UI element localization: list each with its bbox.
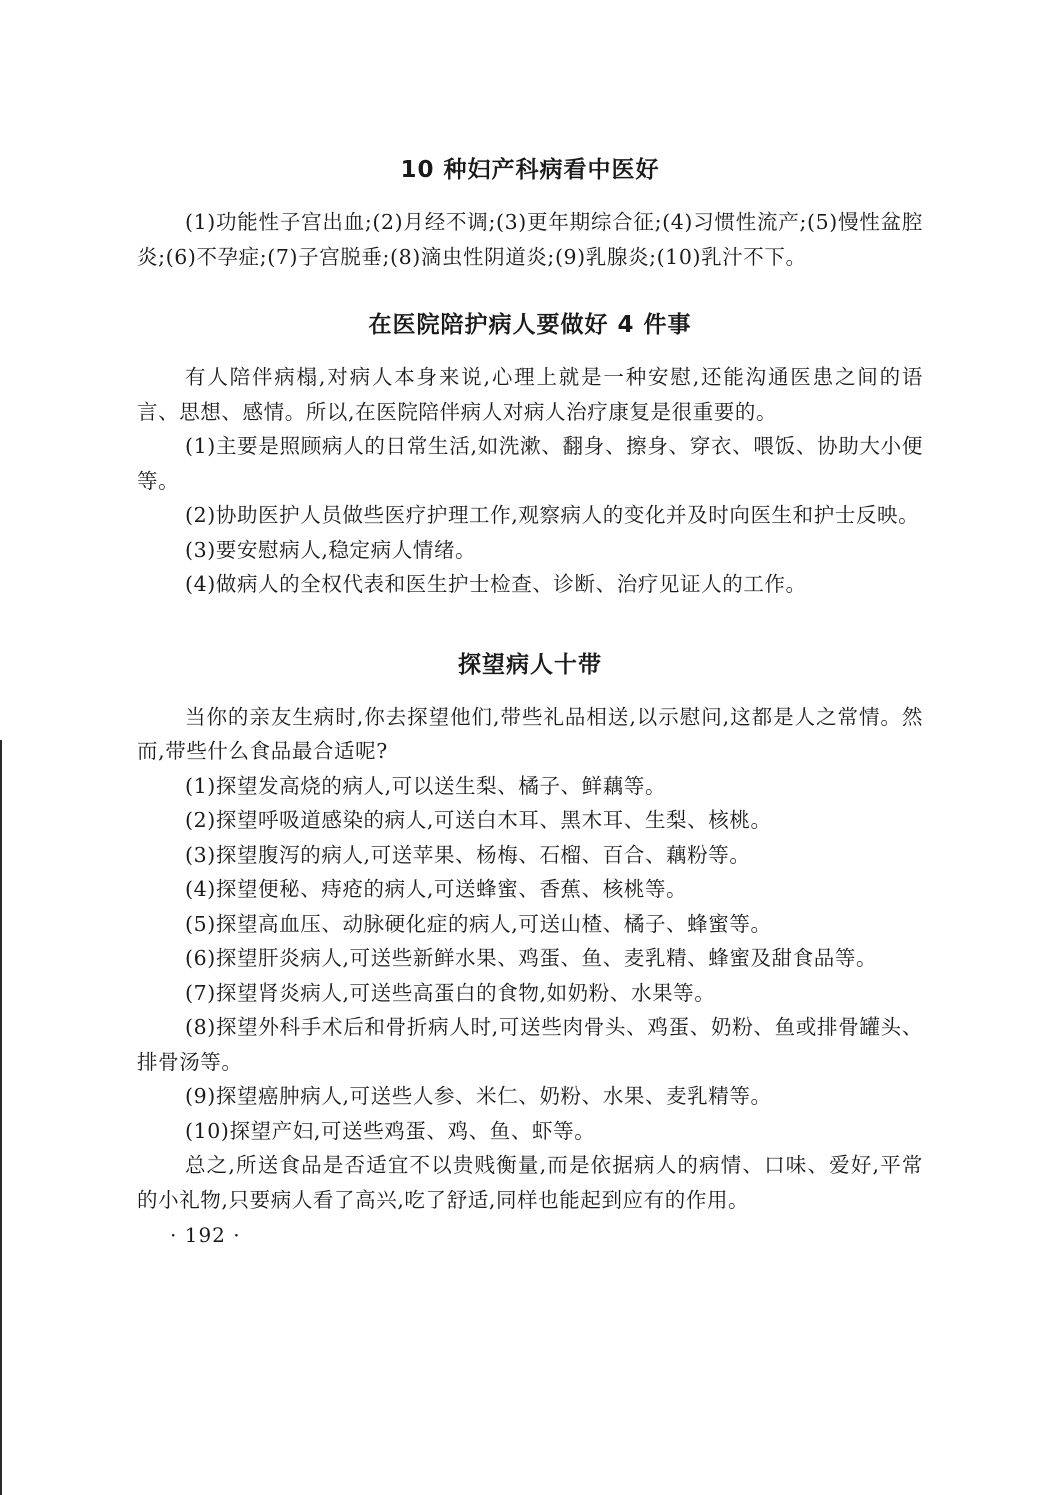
list-item: (1)探望发高烧的病人,可以送生梨、橘子、鲜藕等。 — [185, 773, 667, 798]
list-item: (4)探望便秘、痔疮的病人,可送蜂蜜、香蕉、核桃等。 — [185, 877, 688, 901]
page-number: · 192 · — [170, 1223, 241, 1247]
page-content — [137, 150, 923, 1217]
list-item: (5)探望高血压、动脉硬化症的病人,可送山楂、橘子、蜂蜜等。 — [185, 911, 772, 936]
list-item: (2)探望呼吸道感染的病人,可送白木耳、黑木耳、生梨、核桃。 — [185, 808, 772, 832]
paragraph: 当你的亲友生病时,你去探望他们,带些礼品相送,以示慰问,这都是人之常情。然而,带些什么食品最合适呢? — [137, 704, 923, 763]
paragraph: 有人陪伴病榻,对病人本身来说,心理上就是一种安慰,还能沟通医患之间的语言、思想、感情。所以,在医院陪伴病人对病人治疗康复是很重要的。 — [137, 365, 923, 424]
list-item: (10)探望产妇,可送些鸡蛋、鸡、鱼、虾等。 — [185, 1118, 596, 1143]
list-item: (7)探望肾炎病人,可送些高蛋白的食物,如奶粉、水果等。 — [185, 980, 716, 1005]
list-item: (3)探望腹泻的病人,可送苹果、杨梅、石榴、百合、藕粉等。 — [185, 842, 751, 867]
list-item: (6)探望肝炎病人,可送些新鲜水果、鸡蛋、鱼、麦乳精、蜂蜜及甜食品等。 — [185, 946, 878, 970]
list-item: (1)主要是照顾病人的日常生活,如洗漱、翻身、擦身、穿衣、喂饭、协助大小便等。 — [137, 434, 923, 493]
section-title-gynecology: 10 种妇产科病看中医好 — [400, 157, 660, 183]
paragraph: 总之,所送食品是否适宜不以贵贱衡量,而是依据病人的病情、口味、爱好,平常的小礼物,只要病人看了高兴,吃了舒适,同样也能起到应有的作用。 — [137, 1153, 923, 1212]
list-item: (4)做病人的全权代表和医生护士检查、诊断、治疗见证人的工作。 — [185, 572, 807, 596]
list-item: (3)要安慰病人,稳定病人情绪。 — [185, 537, 477, 562]
list-item: (8)探望外科手术后和骨折病人时,可送些肉骨头、鸡蛋、奶粉、鱼或排骨罐头、排骨汤等。 — [137, 1015, 923, 1074]
section-body-gynecology: (1)功能性子宫出血;(2)月经不调;(3)更年期综合征;(4)习惯性流产;(5)慢性盆腔炎;(6)不孕症;(7)子宫脱垂;(8)滴虫性阴道炎;(9)乳腺炎;(10)乳汁不下。 — [137, 210, 923, 269]
list-item: (2)协助医护人员做些医疗护理工作,观察病人的变化并及时向医生和护士反映。 — [185, 503, 920, 527]
scan-edge-line — [0, 740, 2, 1495]
section-title-visiting-patients: 探望病人十带 — [458, 651, 602, 678]
list-item: (9)探望癌肿病人,可送些人参、米仁、奶粉、水果、麦乳精等。 — [185, 1084, 772, 1108]
section-title-hospital-care: 在医院陪护病人要做好 4 件事 — [368, 312, 692, 338]
